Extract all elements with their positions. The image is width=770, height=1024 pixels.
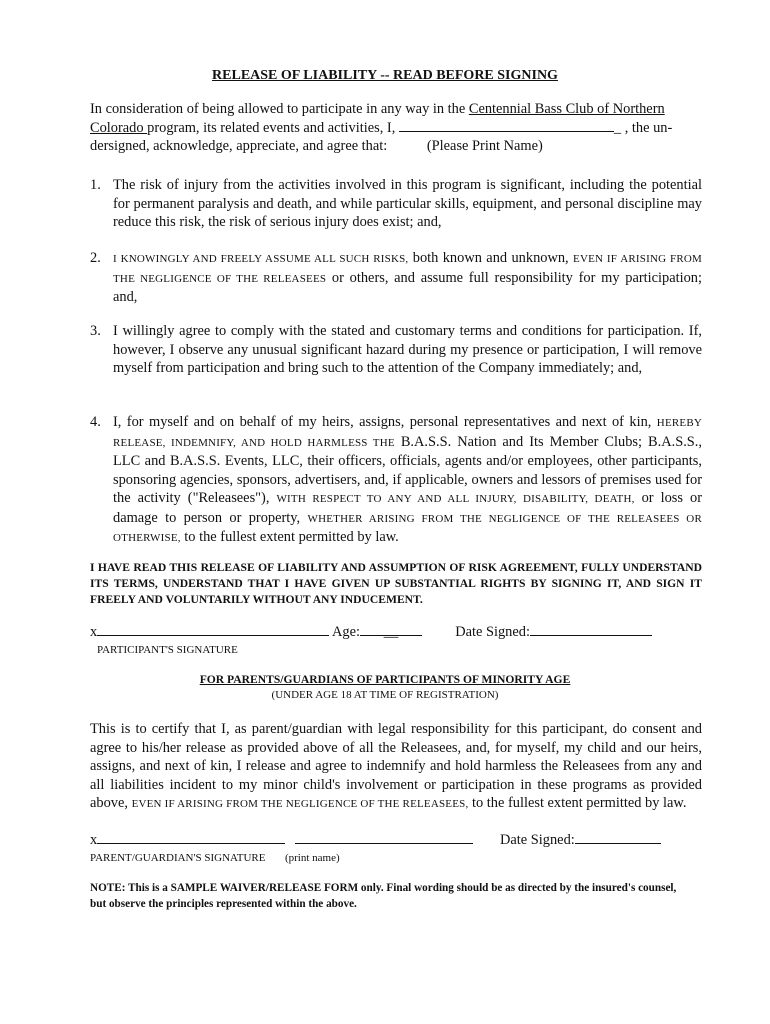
cert-text-part: to the fullest extent permitted by law.	[468, 795, 687, 811]
item-text-part: or loss or damage to person or property,	[113, 490, 702, 526]
cert-text-part: This is to certify that I, as parent/guardian with legal responsibility for this participant, do consent and agree to his/her release as provided above of all the Releasees, and, for myself, my child and our heirs, assigns, and next of kin, I release and agree to indemnify and hold harmless the Releasees from any and all liabilities incident to my minor child's involvement or participation in these programs as provided above,	[90, 721, 702, 811]
document-title: RELEASE OF LIABILITY -- READ BEFORE SIGNING	[212, 68, 558, 83]
age-value: __	[383, 624, 399, 640]
minor-section-title: FOR PARENTS/GUARDIANS OF PARTICIPANTS OF MINORITY AGE	[199, 673, 571, 686]
intro-text-1: In consideration of being allowed to participate in any way in the	[90, 101, 469, 117]
small-caps-text: WITH RESPECT TO ANY AND ALL INJURY, DISABILITY, DEATH,	[276, 493, 635, 505]
list-item-1	[90, 176, 702, 232]
list-item-4	[90, 413, 702, 548]
item-number: 2.	[90, 250, 101, 266]
item-number: 1.	[90, 177, 101, 193]
item-text-part: both known and unknown,	[408, 250, 574, 266]
age-field[interactable]	[360, 623, 422, 640]
print-name-caption: (Please Print Name)	[426, 138, 543, 154]
list-item-3	[90, 322, 702, 378]
item-number: 3.	[90, 323, 101, 339]
small-caps-text: EVEN IF ARISING FROM THE NEGLIGENCE OF THE RELEASEES	[113, 253, 702, 285]
guardian-date-field[interactable]	[575, 831, 661, 844]
date-signed-label: Date Signed:	[455, 624, 530, 640]
club-name-2: Colorado	[90, 119, 148, 136]
item-text-part: to the fullest extent permitted by law.	[180, 529, 399, 545]
item-text: The risk of injury from the activities involved in this program is significant, including the potential for permanent paralysis and death, and while particular skills, equipment, and personal discipline may reduce this risk, the risk of serious injury does exist; and,	[113, 177, 702, 230]
guardian-signature-field[interactable]	[97, 831, 285, 844]
item-text	[113, 249, 702, 307]
small-caps-text: HEREBY RELEASE, INDEMNIFY, AND HOLD HARMLESS THE	[113, 417, 702, 449]
participant-signature-field[interactable]	[97, 623, 329, 636]
signature-x-mark: x	[90, 832, 98, 848]
small-caps-text: I KNOWINGLY AND FREELY ASSUME ALL SUCH RISKS,	[113, 253, 409, 265]
intro-text-2: program, its related events and activities, I,	[147, 119, 399, 136]
acknowledgement: I HAVE READ THIS RELEASE OF LIABILITY AND ASSUMPTION OF RISK AGREEMENT, FULLY UNDERSTAND ITS TERMS, UNDERSTAND THAT I HAVE GIVEN UP SUBSTANTIAL RIGHTS BY SIGNING IT, AND SIGN IT FREELY AND VOLUNTARILY WITHOUT ANY INDUCEMENT.	[90, 561, 702, 606]
guardian-signature-caption	[90, 849, 340, 868]
item-text	[113, 413, 702, 548]
signature-x-mark: x	[90, 624, 98, 640]
print-name-field[interactable]	[399, 119, 614, 132]
minor-section-subtitle: (UNDER AGE 18 AT TIME OF REGISTRATION)	[271, 689, 499, 701]
participant-signature-row	[90, 623, 652, 642]
date-signed-label: Date Signed:	[500, 832, 575, 848]
age-label: Age:	[332, 624, 360, 640]
item-text-part: or others, and assume full responsibility for my participation; and,	[113, 269, 703, 305]
guardian-signature-row	[90, 831, 661, 850]
print-name-caption: (print name)	[284, 852, 340, 864]
item-text-part: B.A.S.S. Nation and Its Member Clubs; B.A.S.S., LLC and B.A.S.S. Events, LLC, their officers, officials, agents and/or employees, other participants, sponsoring agencies, sponsors, advertisers, and, if applicable, owners and lessors of premises used for the activity ("Releasees"),	[113, 433, 702, 506]
guardian-print-name-field[interactable]	[295, 831, 473, 844]
item-number: 4.	[90, 414, 101, 430]
participant-signature-caption: PARTICIPANT'S SIGNATURE	[97, 644, 238, 656]
item-text-part: I, for myself and on behalf of my heirs, assigns, personal representatives and next of kin,	[113, 414, 657, 430]
item-text: I willingly agree to comply with the stated and customary terms and conditions for participation. If, however, I observe any unusual significant hazard during my presence or participation, I will remove myself from participation and bring such to the attention of the Company immediately; and,	[113, 323, 702, 376]
participant-date-field[interactable]	[530, 623, 652, 636]
intro-text-4: dersigned, acknowledge, appreciate, and agree that:	[90, 138, 388, 154]
guardian-caption: PARENT/GUARDIAN'S SIGNATURE	[90, 852, 266, 864]
small-caps-text: WHETHER ARISING FROM THE NEGLIGENCE OF THE RELEASEES OR OTHERWISE,	[113, 512, 702, 544]
club-name: Centennial Bass Club of Northern	[468, 101, 665, 117]
intro-paragraph	[90, 100, 702, 156]
small-caps-text: EVEN IF ARISING FROM THE NEGLIGENCE OF THE RELEASEES,	[131, 798, 469, 810]
guardian-certification	[90, 720, 702, 814]
intro-text-3: _ , the un-	[613, 119, 673, 136]
sample-note: NOTE: This is a SAMPLE WAIVER/RELEASE FORM only. Final wording should be as directed by the insured's counsel, but observe the principles represented within the above.	[90, 882, 677, 910]
list-item-2	[90, 249, 702, 307]
